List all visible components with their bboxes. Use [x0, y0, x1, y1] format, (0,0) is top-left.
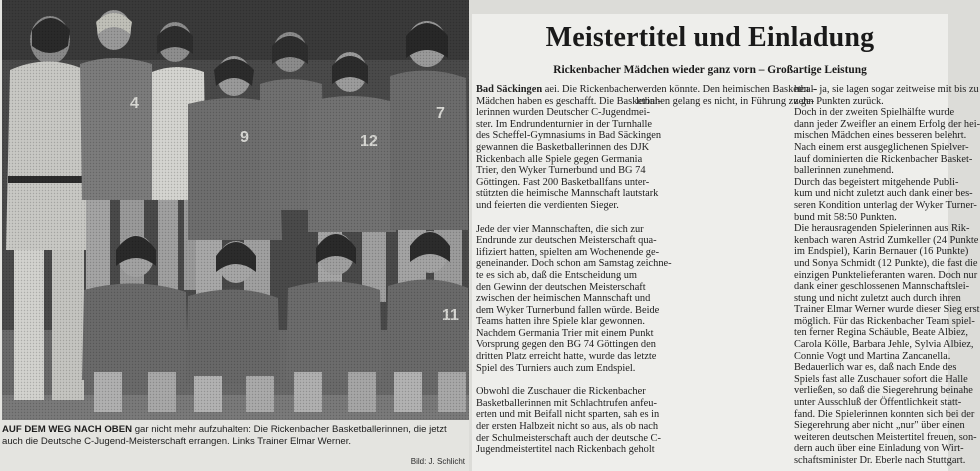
article-line: zehn Punkten zurück.	[794, 95, 884, 107]
article-line: gewannen die Basketballerinnen des DJK	[476, 141, 650, 153]
article-line: geneinander. Doch schon am Samstag zeichne-	[476, 258, 672, 270]
article-line: mischen Mädchen eines besseren belehrt.	[794, 130, 967, 142]
article-line: dann jeder Zweifler an einem Erfolg der hei-	[794, 118, 980, 130]
article-line: verließen, so daß die Siegerehrung beinahe	[794, 385, 973, 397]
article-line: kum und nicht zuletzt auch dank einer bes-	[794, 188, 973, 200]
caption-lead: AUF DEM WEG NACH OBEN	[2, 424, 133, 435]
article-line: Die herausragenden Spielerinnen aus Rik-	[794, 223, 970, 235]
team-photo-graphic	[2, 0, 469, 420]
article-line: dritten Platz erreicht hatte, wurde das letzte	[476, 351, 657, 363]
article-line: und feierten die verdienten Sieger.	[476, 199, 619, 211]
article-line: ster. Im Endrundenturnier in der Turnhalle	[476, 118, 653, 130]
article-line: Obwohl die Zuschauer die Rickenbacher	[476, 386, 646, 398]
article-line	[476, 212, 632, 224]
article-line: Bedauerlich war es, daß nach Ende des	[794, 362, 957, 374]
article-line: werden könnte. Den heimischen Basketbal-	[636, 84, 817, 95]
article-line: Spiels fast alle Zuschauer sofort die Halle	[794, 373, 968, 385]
photo-caption	[2, 424, 468, 447]
article-line: Doch in der zweiten Spielhälfte wurde	[794, 107, 955, 119]
article-line: lauf dominierten die Rickenbacher Basket-	[794, 153, 973, 165]
article-line: Connie Vogt und Martina Zancanella.	[794, 350, 951, 362]
article-line: dem Wyker Turnerbund fallen würde. Beide	[476, 304, 660, 316]
article-line: Carola Kölle, Barbara Jehle, Sylvia Albiez,	[794, 339, 974, 351]
article-line: einzigen Punktelieferanten waren. Doch nur	[794, 269, 978, 281]
article-line: Teams hatten ihre Spiele klar gewonnen.	[476, 316, 645, 328]
article-line: Rickenbach alle Spiele gegen Germania	[476, 153, 643, 165]
article-line: Endrunde zur deutschen Meisterschaft qua-	[476, 235, 657, 247]
article-line: lerinnen wurden Deutscher C-Jugendmei-	[476, 107, 650, 119]
subheadline: Rickenbacher Mädchen wieder ganz vorn – Großartige Leistung	[553, 64, 867, 76]
article-line: und Sonya Schmidt (12 Punkte), die fast die	[794, 257, 978, 269]
article-line: hen – ja, sie lagen sogar zeitweise mit bis zu	[794, 84, 979, 95]
article-line: Jede der vier Mannschaften, die sich zur	[476, 223, 644, 235]
article-line: schaftsminister Dr. Eberle nach Stuttgart.	[794, 455, 966, 466]
team-photo	[2, 0, 469, 420]
headline: Meistertitel und Einladung	[545, 22, 875, 53]
article-line: den Gewinn der deutschen Meisterschaft	[476, 281, 646, 293]
article-column-2	[636, 84, 817, 107]
article-line: lerinnen gelang es nicht, in Führung zu ge-	[636, 95, 815, 107]
article-line: stützten die heimische Mannschaft lautstark	[476, 188, 659, 200]
article-line: im Endspiel), Karin Bernauer (16 Punkte)	[794, 246, 969, 258]
photo-clipping	[0, 0, 469, 471]
article-line: dank einer geschlossenen Mannschaftslei-	[794, 281, 970, 293]
article-line: seren Kondition unterlag der Wyker Turner-	[794, 199, 977, 211]
article-line: unter Ausschluß der Öffentlichkeit statt-	[794, 397, 962, 409]
article-line: Nachdem Germania Trier mit einem Punkt	[476, 327, 654, 339]
photo-credit: Bild: J. Schlicht	[410, 457, 465, 466]
article-line: zwischen der heimischen Mannschaft und	[476, 293, 651, 305]
article-line: Mädchen haben es geschafft. Die Basketbal-	[476, 95, 662, 107]
article-line: kenbach waren Astrid Zumkeller (24 Punkte	[794, 234, 979, 246]
article-line: Vorsprung gegen den BG 74 Göttingen den	[476, 339, 656, 351]
article-line: Trainer Elmar Werner wurde dieser Sieg erst	[794, 304, 980, 316]
article-line: bund mit 58:50 Punkten.	[794, 211, 897, 223]
article-column-1	[476, 84, 672, 456]
article-line	[476, 374, 632, 386]
article-line	[476, 84, 637, 96]
article-clipping	[472, 14, 980, 471]
article-line: fand. Die Spielerinnen konnten sich bei der	[794, 408, 975, 420]
article-line: dern auch über eine Einladung von Wirt-	[794, 443, 964, 455]
article-line: Jugendmeistertitel nach Rickenbach geholt	[476, 444, 655, 456]
article-line: lifiziert hatten, spielten am Wochenende ge-	[476, 246, 660, 258]
article-line: te es sich ab, daß die Entscheidung um	[476, 269, 638, 281]
article-line: der ersten Halbzeit nicht so aus, als ob nach	[476, 421, 659, 433]
article-line: Spiel des Turniers auch zum Endspiel.	[476, 362, 636, 374]
article-line: Göttingen. Fast 200 Basketballfans unter-	[476, 176, 650, 188]
article-line: stung und nicht zuletzt auch durch ihren	[794, 292, 961, 304]
article-line: Trier, den Wyker Turnerbund und BG 74	[476, 165, 646, 177]
article-line: möglich. Für das Rickenbacher Team spiel-	[794, 315, 975, 327]
caption-text: gar nicht mehr aufzuhalten: Die Rickenbacher Basketballerinnen, die jetzt auch die Deutsche C-Jugend-Meisterschaft errangen. Links Trainer Elmar Werner.	[2, 424, 447, 447]
article-line: erten und mit Beifall nicht sparten, sah es in	[476, 409, 660, 421]
article-line: weiteren deutschen Meistertitel freuen, son-	[794, 431, 977, 443]
article-line: des Scheffel-Gymnasiums in Bad Säckingen	[476, 130, 662, 142]
article-line-text: aei. Die Rickenbacher	[542, 84, 637, 95]
article-line: Basketballerinnen mit Schlachtrufen anfeu-	[476, 397, 657, 409]
article-line: Siegerehrung aber nicht „nur" über einen	[794, 420, 965, 432]
article-line: Durch das begeistert mitgehende Publi-	[794, 176, 959, 188]
article-line: ballerinnen zunehmend.	[794, 165, 894, 177]
article-line: der Schulmeisterschaft auch der deutsche C-	[476, 432, 661, 444]
article-line: ten ferner Regina Schäuble, Beate Albiez,	[794, 327, 968, 339]
article-column-3	[794, 84, 980, 467]
dateline: Bad Säckingen	[476, 84, 543, 95]
article-line: Nach einem erst ausgeglichenen Spielver-	[794, 141, 969, 153]
